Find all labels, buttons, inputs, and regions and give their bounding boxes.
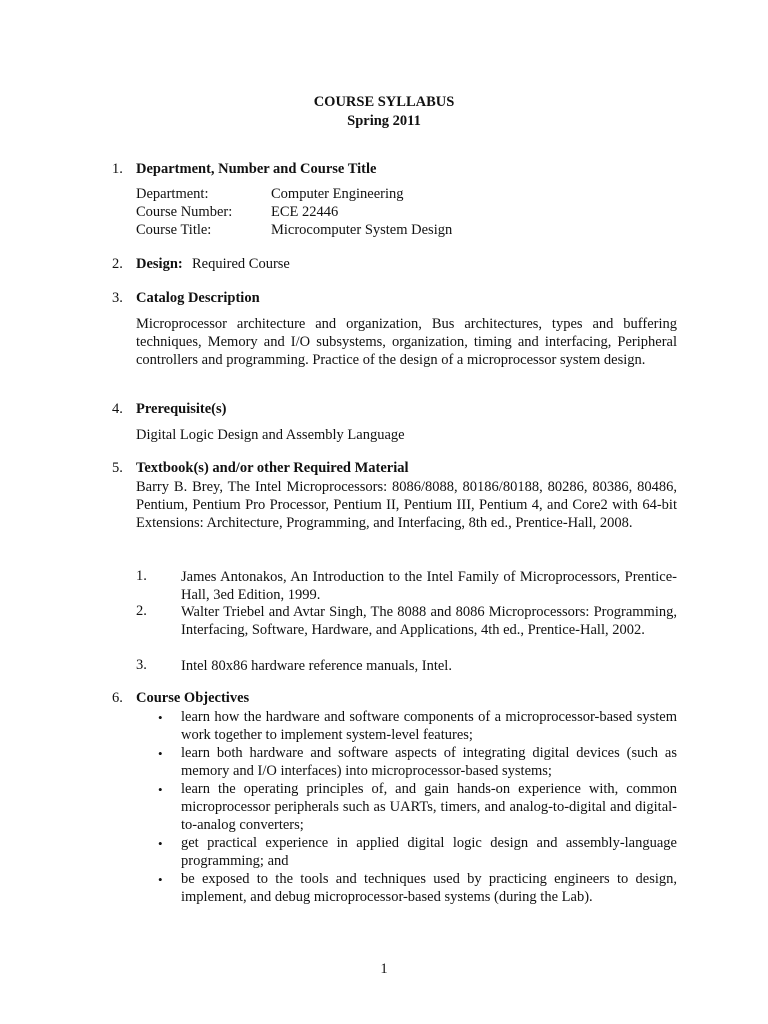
section-1-heading: Department, Number and Course Title <box>136 161 377 177</box>
course-title-value: Microcomputer System Design <box>271 222 453 238</box>
reference-2-number: 2. <box>136 603 147 619</box>
textbook-main: Barry B. Brey, The Intel Microprocessors: 8086/8088, 80186/80188, 80286, 80386, 80486, Pentium, Pentium Pro Processor, Pentium II, Pentium III, Pentium 4, and Core2 with 64-bit Extensions: Architecture, Programming, and Interfacing, 8th ed., Prentice-Hall, 2008. <box>136 479 677 531</box>
section-2-number: 2. <box>112 256 123 272</box>
course-title-label: Course Title: <box>136 222 212 238</box>
department-label: Department: <box>136 186 209 202</box>
objective-1: learn how the hardware and software components of a microprocessor-based system work together to implement system-level features; <box>181 709 677 743</box>
objective-3: learn the operating principles of, and gain hands-on experience with, common microprocessor peripherals such as UARTs, timers, and analog-to-digital and digital-to-analog converters; <box>181 781 677 833</box>
section-3-heading: Catalog Description <box>136 290 260 306</box>
objective-2: learn both hardware and software aspects of integrating digital devices (such as memory and I/O interfaces) into microprocessor-based systems; <box>181 745 677 779</box>
bullet-icon: • <box>158 872 163 887</box>
section-2-heading: Design: <box>136 256 183 272</box>
department-value: Computer Engineering <box>271 186 404 202</box>
section-6-heading: Course Objectives <box>136 690 250 706</box>
section-1-number: 1. <box>112 161 123 177</box>
objective-5: be exposed to the tools and techniques used by practicing engineers to design, implement, and debug microprocessor-based systems (during the Lab). <box>181 871 677 905</box>
course-number-value: ECE 22446 <box>271 204 339 220</box>
reference-3-number: 3. <box>136 657 147 673</box>
reference-1-number: 1. <box>136 568 147 584</box>
bullet-icon: • <box>158 836 163 851</box>
bullet-icon: • <box>158 710 163 725</box>
document-term: Spring 2011 <box>347 113 421 129</box>
section-4-number: 4. <box>112 401 123 417</box>
course-number-label: Course Number: <box>136 204 233 220</box>
design-value: Required Course <box>192 256 290 272</box>
bullet-icon: • <box>158 782 163 797</box>
catalog-description: Microprocessor architecture and organization, Bus architectures, types and buffering techniques, Memory and I/O subsystems, organization, timing and interfacing, Peripheral controllers and programming. Practice of the design of a microprocessor system design. <box>136 316 677 368</box>
section-3-number: 3. <box>112 290 123 306</box>
page-number: 1 <box>380 961 388 977</box>
prerequisites-text: Digital Logic Design and Assembly Language <box>136 427 405 443</box>
reference-2-text: Walter Triebel and Avtar Singh, The 8088 and 8086 Microprocessors: Programming, Interfacing, Software, Hardware, and Applications, 4th ed., Prentice-Hall, 2002. <box>181 604 677 638</box>
objective-4: get practical experience in applied digital logic design and assembly-language programming; and <box>181 835 677 869</box>
section-5-number: 5. <box>112 460 123 476</box>
section-4-heading: Prerequisite(s) <box>136 401 227 417</box>
document-title: COURSE SYLLABUS <box>313 94 455 110</box>
section-5-heading: Textbook(s) and/or other Required Material <box>136 460 409 476</box>
bullet-icon: • <box>158 746 163 761</box>
reference-1-text: James Antonakos, An Introduction to the Intel Family of Microprocessors, Prentice-Hall, 3ed Edition, 1999. <box>181 569 677 603</box>
section-6-number: 6. <box>112 690 123 706</box>
reference-3-text: Intel 80x86 hardware reference manuals, Intel. <box>181 658 452 674</box>
